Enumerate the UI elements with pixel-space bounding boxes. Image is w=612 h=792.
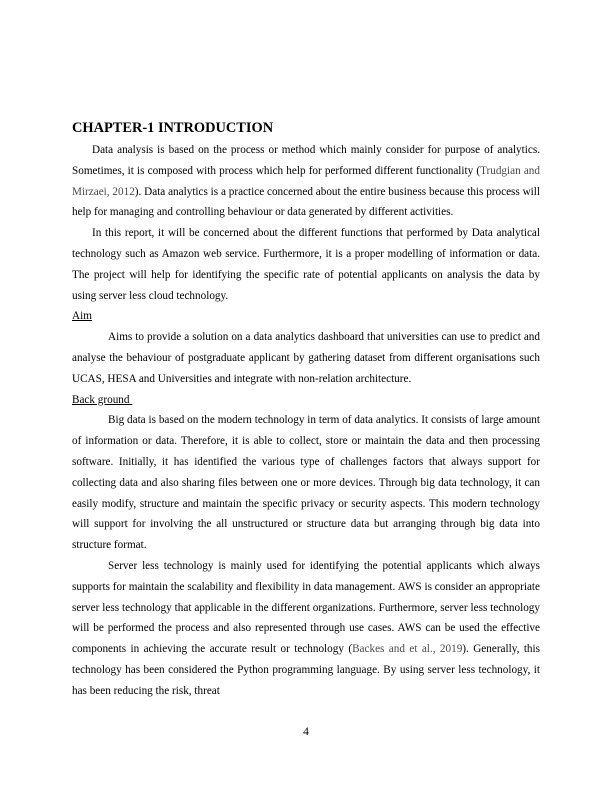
background-text-2b: ). Generally, this technology has been considered the Python programming language. By using server less technology, it has been reducing the risk, threat xyxy=(72,643,540,697)
background-text-2a: Server less technology is mainly used for identifying the potential applicants which always supports for maintain the scalability and flexibility in data management. AWS is consider an appropriate server less technology that applicable in the different organizations. Furthermore, server less technology will be performed the process and also represented through use cases. AWS can be used the effective components in achieving the accurate result or technology ( xyxy=(72,559,540,656)
intro-text-1a: Data analysis is based on the process or method which mainly consider for purpose of analytics. Sometimes, it is composed with process which help for performed different functionality ( xyxy=(72,144,540,177)
intro-paragraph-2: In this report, it will be concerned about the different functions that performed by Data analytical technology such as Amazon web service. Furthermore, it is a proper modelling of information or data. The project will help for identifying the specific rate of potential applicants on analysis the data by using server less cloud technology. xyxy=(72,227,540,302)
citation-trudgian: Trudgian and Mirzaei, 2012 xyxy=(72,164,540,198)
intro-text-1b: ). Data analytics is a practice concerned about the entire business because this process will help for managing and controlling behaviour or data generated by different activities. xyxy=(72,185,540,219)
background-paragraph-2 xyxy=(72,556,540,702)
background-heading: Back ground xyxy=(72,393,133,406)
aim-heading: Aim xyxy=(72,310,92,323)
page-content xyxy=(72,118,540,702)
citation-backes: Backes and et al., 2019 xyxy=(352,643,463,656)
background-paragraph-1: Big data is based on the modern technology in term of data analytics. It consists of large amount of information or data. Therefore, it is able to collect, store or maintain the data and then processing software. Initially, it has identified the various type of challenges factors that always support for collecting data and also sharing files between one or more devices. Through big data technology, it can easily modify, structure and maintain the specific privacy or security aspects. This modern technology will support for involving the all unstructured or structure data but arranging through big data into structure format. xyxy=(72,414,540,552)
aim-paragraph: Aims to provide a solution on a data analytics dashboard that universities can use to predict and analyse the behaviour of postgraduate applicant by gathering dataset from different organisations such UCAS, HESA and Universities and integrate with non-relation architecture. xyxy=(72,331,540,385)
intro-paragraph-1 xyxy=(72,140,540,223)
page-number: 4 xyxy=(303,726,309,738)
chapter-title: CHAPTER-1 INTRODUCTION xyxy=(72,120,274,136)
